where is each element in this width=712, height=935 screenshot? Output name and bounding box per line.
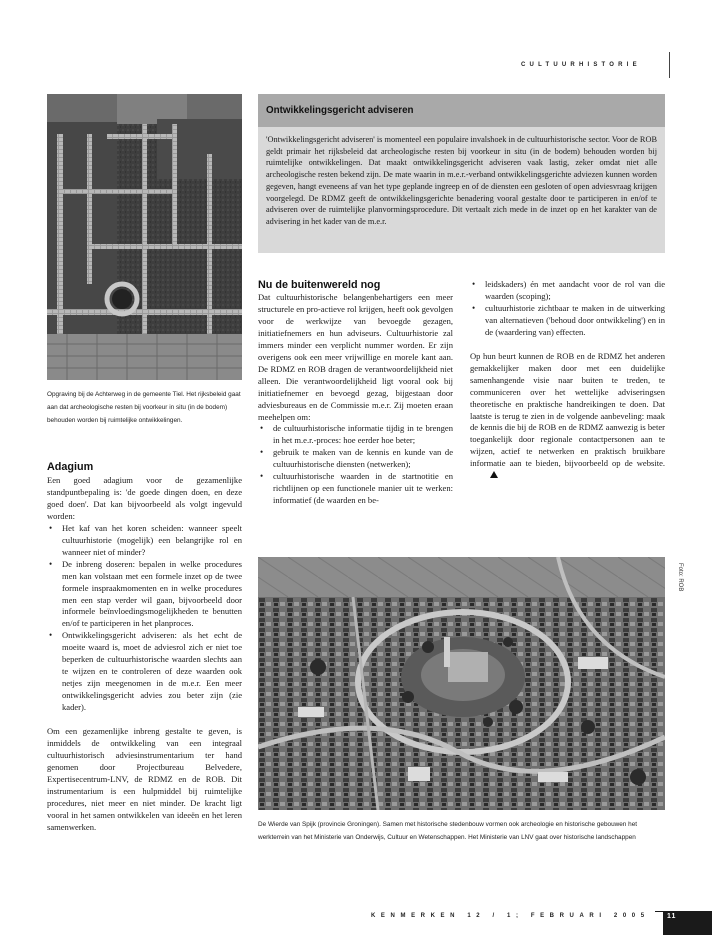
adagium-closing: Om een gezamenlijke inbreng gestalte te geven, is inmiddels de ontwikkeling van een integraal cultuurhistorisch adviesinstrumentarium ter hand genomen door Projectbureau Belvedere, Expertisecentrum-LNV, de RDMZ en de ROB. Dit instrumentarium is een hulpmiddel bij ruimtelijke procedures, niet meer en niet minder. De kracht ligt vooral in het samen ontwikkelen van ideeën en het leren samenwerken. <box>47 726 242 832</box>
section-label: CULTUURHISTORIE <box>521 62 641 68</box>
adagium-heading: Adagium <box>47 461 94 473</box>
page-number-tab <box>663 911 712 935</box>
excavation-caption: Opgraving bij de Achterweg in de gemeente Tiel. Het rijksbeleid gaat aan dat archeologische resten bij voorkeur in situ (in de bodem) behouden worden bij ruimtelijke ontwikkelingen. <box>47 391 241 425</box>
sidebar-title-bar <box>258 94 665 127</box>
buitenwereld-heading: Nu de buitenwereld nog <box>258 279 381 291</box>
sidebar-box <box>258 94 665 253</box>
excavation-photo <box>47 94 242 380</box>
list-item: • de cultuurhistorische informatie tijdig in te brengen in het m.e.r.-proces: hoe eerder hoe beter; <box>258 423 453 447</box>
aerial-village-photo <box>258 557 665 810</box>
sidebar-text: 'Ontwikkelingsgericht adviseren' is momenteel een populaire invalshoek in de cultuurhistorische sector. Voor de ROB geldt primair het rijksbeleid dat archeologische resten bij voorkeur in situ (in de bodem) behouden worden bij ruimtelijke ontwikkelingen. Dat maakt ontwikkelingsgericht adviseren vaak lastig, zeker omdat niet alle archeologische resten bekend zijn. De mate waarin in m.e.r.-verband ontwikkelingsgerichte adviezen kunnen worden gegeven, hangt eveneens af van het type geplande ingreep en of de diensten een gesloten of open adviesvraag krijgen voorgelegd. De RDMZ geeft de ontwikkelingsgerichte benadering vooral gestalte door te participeren in en/of te adviseren over de ruimtelijke planvormingsprocedure. Dit vertaalt zich mede in de inzet op en het karakter van de advisering in het kader van de m.e.r. <box>266 135 657 226</box>
list-item: • De inbreng doseren: bepalen in welke procedures men kan volstaan met een formele inzet op de twee formele inspraakmomenten en in welke procedures men een stap verder wil gaan, bijvoorbeeld door informele beïnvloedingsmogelijkheden te benutten en/of te participeren in het planproces. <box>47 559 242 631</box>
buitenwereld-continued <box>470 279 665 482</box>
buitenwereld-paragraph-1: Dat cultuurhistorische belangenbehartigers een meer structurele en pro-actieve rol krijgen, heeft ook gevolgen voor de werkwijze van bevoegde gezagen, initiatiefnemers en hun adviseurs. Cultuurhistorie zal immers minder een verplicht nummer worden. Er zijn overigens ook een meer vrijwillige en morele kant aan. De RDMZ en ROB dragen de verantwoordelijkheid niet alleen. Die verantwoordelijkheid ligt vooral ook bij initiatiefnemer en bevoegd gezag, bijgestaan door adviesbureaus en de Commissie m.e.r. Zij moeten eraan meehelpen om: <box>258 292 453 422</box>
list-item-continuation: • leidskaders) én met aandacht voor de rol van die waarden (scoping); <box>470 279 665 303</box>
list-item: • cultuurhistorische waarden in de startnotitie en richtlijnen op een functionele manier uit te werken: informatief (de waarden en be- <box>258 471 453 507</box>
adagium-bullets <box>47 523 242 714</box>
buitenwereld-section <box>258 279 453 507</box>
list-item: • Ontwikkelingsgericht adviseren: als het echt de moeite waard is, moet de adviesrol zich er niet toe beperken de cultuurhistorische waarden slechts aan te wijzen en te controleren of deze waarden ook netjes zijn meegenomen in de m.e.r. Een meer ontwikkelingsgericht advies zou beter zijn (zie kader). <box>47 630 242 714</box>
running-title: KENMERKEN 12 / 1; FEBRUARI 2005 <box>371 913 650 919</box>
list-item: • Het kaf van het koren scheiden: wanneer speelt cultuurhistorie (mogelijk) een belangrijke rol en wanneer niet of minder? <box>47 523 242 559</box>
sidebar-title: Ontwikkelingsgericht adviseren <box>266 105 414 116</box>
list-item: • cultuurhistorie zichtbaar te maken in de uitwerking van alternatieven ('behoud door ontwikkeling') en in de (waardering van) effecten. <box>470 303 665 339</box>
aerial-image <box>258 557 665 810</box>
aerial-caption: De Wierde van Spijk (provincie Groningen). Samen met historische stedenbouw vormen ook archeologie en historische gebouwen het werkterrein van het Ministerie van Onderwijs, Cultuur en Wetenschappen. Het Ministerie van LNV gaat over historische landschappen <box>258 821 638 842</box>
end-of-article-icon <box>490 471 498 478</box>
footer-rule <box>655 911 663 912</box>
adagium-intro: Een goed adagium voor de gezamenlijke standpuntbepaling is: 'de goede dingen doen, en deze goed doen'. Dat kan bijvoorbeeld als volgt ingevuld worden: <box>47 475 242 521</box>
buitenwereld-paragraph-2 <box>470 351 665 482</box>
header-rule <box>669 52 670 78</box>
photo-credit: Foto: ROB <box>677 563 683 592</box>
page-number: 11 <box>667 913 677 920</box>
buitenwereld-bullets-b <box>470 279 665 339</box>
list-item: • gebruik te maken van de kennis en kunde van de cultuurhistorische diensten (netwerken); <box>258 447 453 471</box>
buitenwereld-bullets-a <box>258 423 453 507</box>
excavation-image <box>47 94 242 380</box>
buitenwereld-paragraph-2-text: Op hun beurt kunnen de ROB en de RDMZ het anderen gemakkelijker maken door met een duidelijke samenhangende visie naar buiten te treden, te communiceren over het wettelijke adviseringsen theoretische en praktische handreikingen te doen. Dat laatste is terug te zien in de volgende aanbeveling: maak de kennis die bij de ROB en de RDMZ aanwezig is beter toegankelijk door regionale contactpersonen aan te wijzen, actief te netwerken en praktisch bruikbare informatie aan te bieden, bijvoorbeeld op de website. <box>470 350 665 469</box>
adagium-section <box>47 461 242 834</box>
